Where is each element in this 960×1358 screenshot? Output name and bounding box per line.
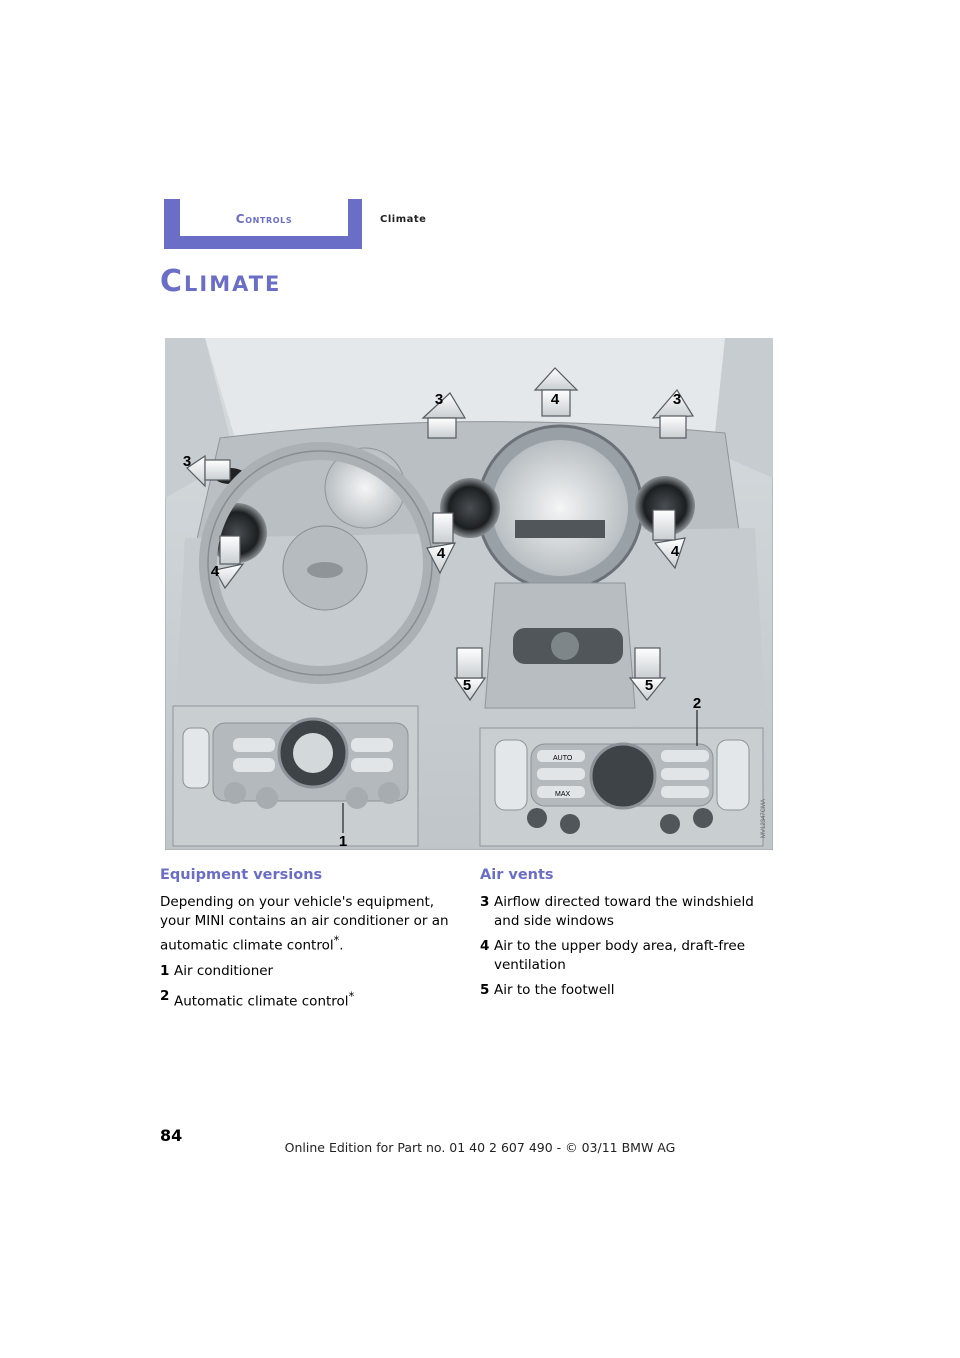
list-item: 4 Air to the upper body area, draft-free ventilation [480, 938, 746, 973]
callout-1: 1 [338, 833, 348, 850]
list-item: 2 Automatic climate control* [160, 987, 355, 1009]
breadcrumb: Climate [380, 214, 427, 225]
callout-3-right: 3 [672, 391, 682, 408]
page-title: Climate [160, 264, 282, 299]
callout-4-left: 4 [210, 563, 220, 580]
callout-2: 2 [692, 695, 702, 712]
list-item: 1 Air conditioner [160, 962, 274, 979]
figure-code: MV12347CMA [761, 798, 767, 838]
footer-text: Online Edition for Part no. 01 40 2 607 490 - © 03/11 BMW AG [284, 1140, 676, 1155]
callout-5-left: 5 [462, 677, 472, 694]
list-item: 3 Airflow directed toward the windshield and side windows [480, 894, 754, 929]
callout-3-side: 3 [182, 453, 192, 470]
auto-label: AUTO [553, 755, 573, 762]
dashboard-illustration [165, 338, 773, 850]
vents-section [480, 866, 780, 1006]
section-label: Controls [235, 212, 293, 226]
callout-4-right: 4 [670, 543, 680, 560]
page-number: 84 [160, 1126, 183, 1145]
equipment-section [160, 866, 460, 1017]
callout-4-center: 4 [436, 545, 446, 562]
equipment-heading: Equipment versions [160, 867, 323, 883]
max-label: MAX [555, 791, 571, 798]
callout-5-right: 5 [644, 677, 654, 694]
callout-4-top: 4 [550, 391, 560, 408]
equipment-intro: Depending on your vehicle's equipment, your MINI contains an air conditioner or an automatic climate control*. [160, 894, 449, 954]
callout-3-left: 3 [434, 391, 444, 408]
list-item: 5 Air to the footwell [480, 982, 615, 998]
vents-heading: Air vents [480, 867, 554, 883]
